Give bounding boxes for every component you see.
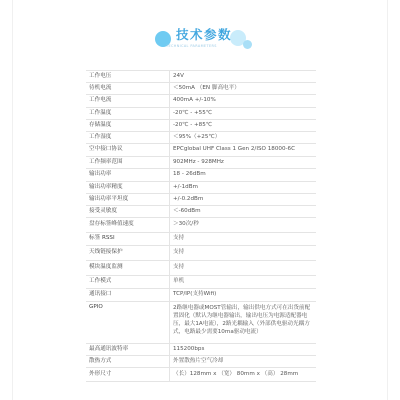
section-subtitle: TECHNICAL PARAMETERS (166, 44, 217, 48)
spec-value: 400mA +/-10% (169, 95, 316, 107)
spec-value: 支持 (169, 261, 316, 275)
spec-value: ＜50mA （EN 脚高电平） (169, 83, 316, 94)
table-row (86, 132, 316, 144)
table-row (86, 144, 316, 157)
spec-value: ＜95%（+25℃） (169, 132, 316, 143)
spec-label: 工作模式 (89, 278, 112, 285)
spec-label: 空中接口协议 (89, 146, 123, 153)
spec-value: 单机 (169, 276, 316, 288)
spec-value: 支持 (169, 233, 316, 245)
table-row (86, 218, 316, 233)
table-row (86, 344, 316, 356)
spec-value: -20℃ - +85℃ (169, 120, 316, 131)
spec-value: 902MHz - 928MHz (169, 157, 316, 168)
table-row (86, 289, 316, 302)
spec-label: 工作电压 (89, 72, 112, 79)
spec-label: 输出功率平坦度 (89, 195, 129, 202)
table-row (86, 194, 316, 206)
spec-value: 支持 (169, 246, 316, 260)
table-row (86, 356, 316, 368)
spec-label: 存储温度 (89, 121, 112, 128)
spec-label: GPIO (89, 304, 103, 310)
spec-value: ＞30次/秒 (169, 218, 316, 232)
table-row (86, 261, 316, 276)
spec-value: TCP/IP(支持Wifi) (169, 289, 316, 301)
table-row (86, 169, 316, 182)
spec-label: 工作温度 (89, 109, 112, 116)
spec-label: 模块温度监测 (89, 264, 123, 271)
section-title: 技术参数 (176, 27, 233, 42)
spec-value: 18 - 26dBm (169, 169, 316, 181)
bubble-decoration-icon (243, 40, 252, 49)
spec-label: 最高通讯波特率 (89, 345, 129, 352)
spec-label: 工作频率范围 (89, 158, 123, 165)
spec-value: 外置散热片空气冷却 (169, 356, 316, 367)
table-row (86, 182, 316, 194)
spec-value: 115200bps (169, 344, 316, 355)
table-row (86, 120, 316, 132)
spec-value: EPCglobal UHF Class 1 Gen 2/ISO 18000-6C (169, 144, 316, 156)
spec-label: 通讯接口 (89, 291, 112, 298)
spec-label: 接受灵敏度 (89, 207, 117, 214)
spec-label: 天线链接保护 (89, 249, 123, 256)
page-border-right (387, 0, 388, 400)
spec-value: +/-1dBm (169, 182, 316, 193)
table-row (86, 302, 316, 344)
table-row (86, 70, 316, 83)
table-row (86, 108, 316, 120)
spec-label: 输出功率精度 (89, 183, 123, 190)
page-border-left (12, 0, 13, 400)
spec-value: （长）128mm x （宽） 80mm x （高） 28mm (169, 368, 316, 381)
spec-label: 输出功率 (89, 171, 112, 178)
spec-table (86, 70, 316, 382)
spec-value: +/-0.2dBm (169, 194, 316, 205)
section-header (0, 22, 400, 54)
spec-value: 2路继电器或MOST管输出，输出供电方式可在出货前配置固化（默认为继电器输出，输出电压为电源适配器电压，最大1A电流），2路光耦输入（外部供电驱动光耦方式，电路最少需要10ma驱动电流） (169, 302, 316, 343)
spec-value: 24V (169, 71, 316, 82)
spec-value: ＜-60dBm (169, 206, 316, 217)
table-row (86, 157, 316, 169)
table-row (86, 246, 316, 261)
table-row (86, 368, 316, 382)
spec-label: 外形尺寸 (89, 370, 112, 377)
table-row (86, 206, 316, 218)
spec-label: 待机电流 (89, 84, 112, 91)
table-row (86, 95, 316, 108)
table-row (86, 233, 316, 246)
spec-label: 散热方式 (89, 357, 112, 364)
spec-label: 工作电流 (89, 97, 112, 104)
spec-label: 标签 RSSI (89, 235, 115, 242)
table-row (86, 276, 316, 289)
spec-label: 盘存标签峰值速度 (89, 221, 134, 228)
spec-label: 工作湿度 (89, 133, 112, 140)
table-row (86, 83, 316, 95)
spec-value: -20℃ - +55℃ (169, 108, 316, 119)
